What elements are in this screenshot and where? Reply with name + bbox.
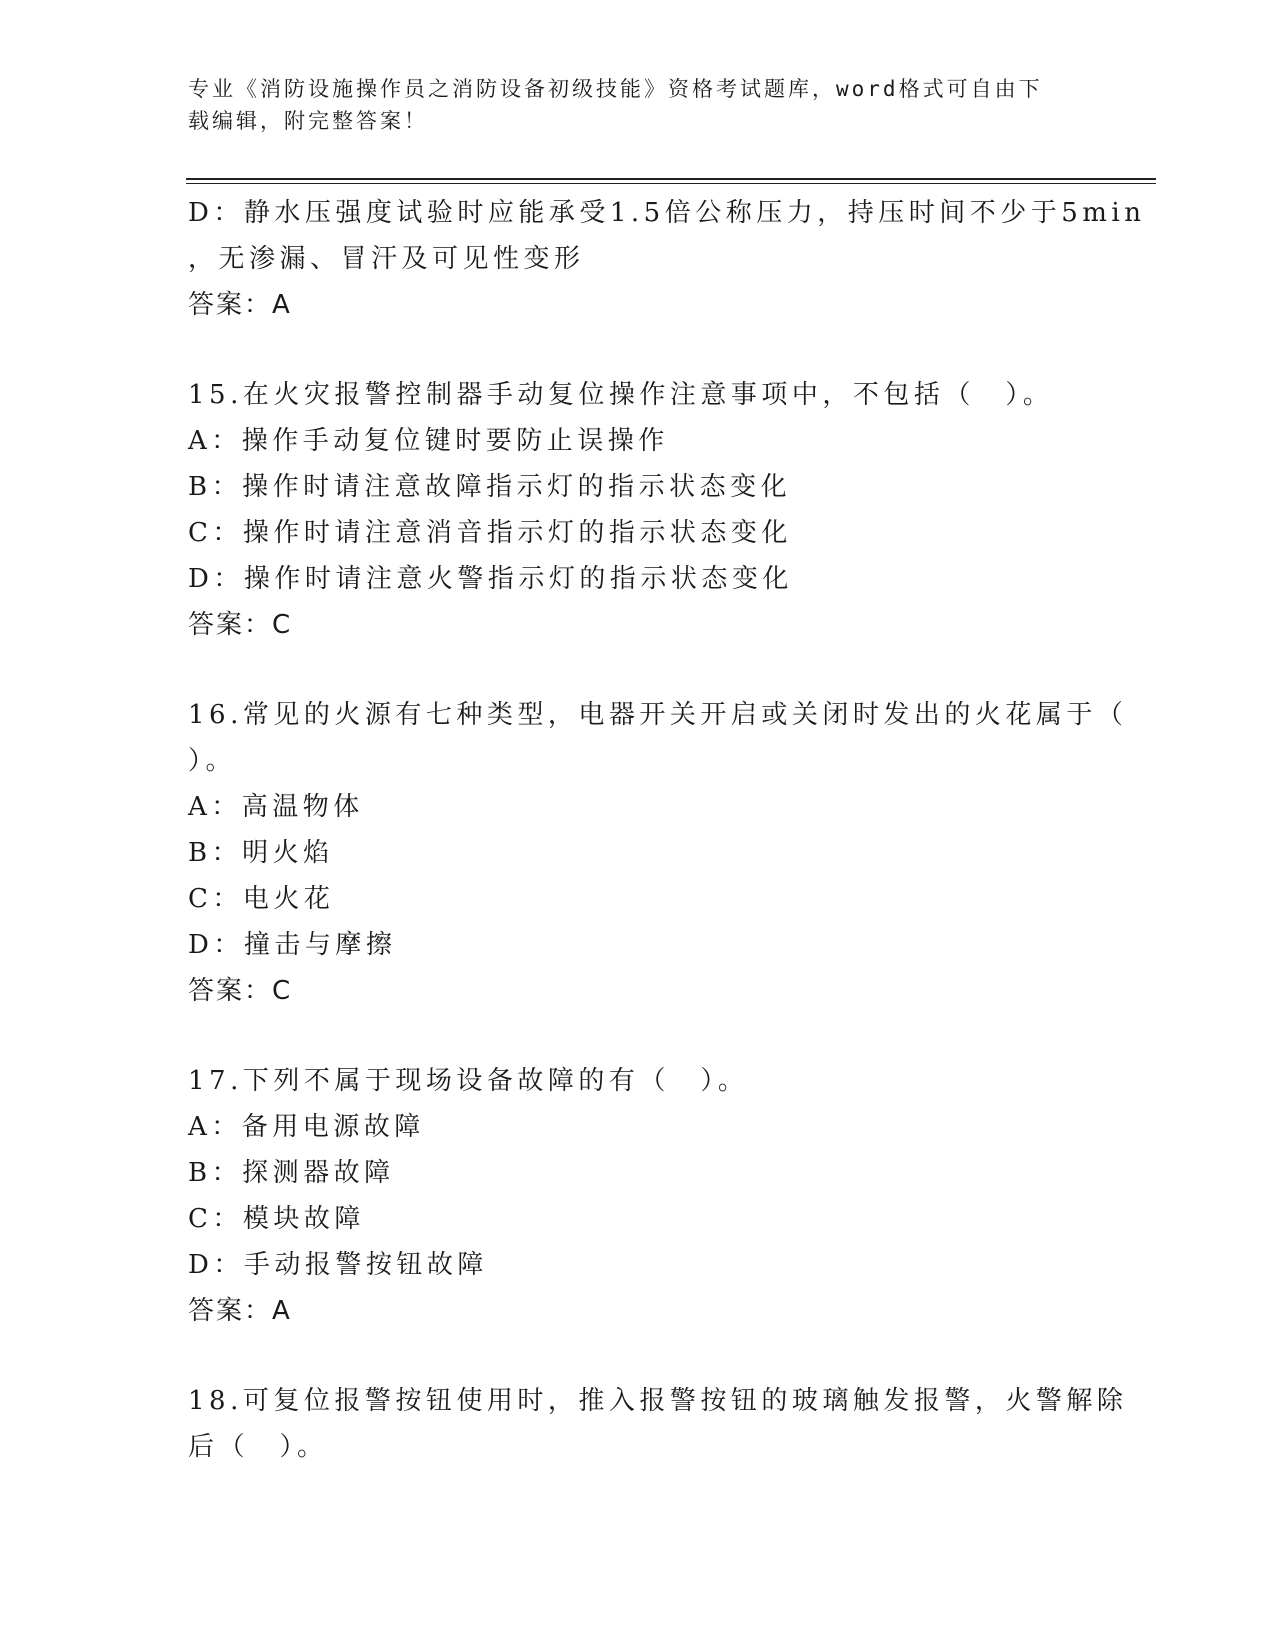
- option-d-prev-line-2: ，无渗漏、冒汗及可见性变形: [188, 244, 585, 274]
- question-stem: 16.常见的火源有七种类型，电器开关开启或关闭时发出的火花属于（: [188, 700, 1128, 730]
- option-b: B：明火焰: [188, 838, 334, 868]
- header-line-1: 专业《消防设施操作员之消防设备初级技能》资格考试题库，word格式可自由下: [188, 77, 1043, 101]
- question-stem-cont: ）。: [188, 746, 237, 776]
- option-d: D：撞击与摩擦: [188, 930, 397, 960]
- question-15: [188, 372, 1088, 648]
- option-c: C：模块故障: [188, 1204, 365, 1234]
- header-divider-thin: [186, 183, 1156, 184]
- option-a: A：高温物体: [188, 792, 364, 822]
- option-b: B：操作时请注意故障指示灯的指示状态变化: [188, 472, 792, 502]
- option-d: D：操作时请注意火警指示灯的指示状态变化: [188, 564, 793, 594]
- answer: 答案：A: [188, 1296, 292, 1326]
- option-a: A：操作手动复位键时要防止误操作: [188, 426, 669, 456]
- option-d-prev-line-1: D：静水压强度试验时应能承受1.5倍公称压力，持压时间不少于5min: [188, 198, 1146, 228]
- answer: 答案：C: [188, 610, 293, 640]
- answer: 答案：C: [188, 976, 293, 1006]
- header-line-2: 载编辑，附完整答案！: [188, 109, 428, 133]
- question-stem: 18.可复位报警按钮使用时，推入报警按钮的玻璃触发报警，火警解除: [188, 1386, 1128, 1416]
- option-a: A：备用电源故障: [188, 1112, 425, 1142]
- option-d: D：手动报警按钮故障: [188, 1250, 488, 1280]
- question-17: [188, 1058, 1088, 1334]
- option-c: C：操作时请注意消音指示灯的指示状态变化: [188, 518, 792, 548]
- question-18: [188, 1378, 1128, 1470]
- answer-prev: 答案：A: [188, 290, 292, 320]
- document-header: [188, 73, 1068, 137]
- document-body: [188, 190, 1146, 1470]
- question-stem: 17.下列不属于现场设备故障的有（ ）。: [188, 1066, 749, 1096]
- header-divider: [186, 178, 1156, 180]
- option-b: B：探测器故障: [188, 1158, 395, 1188]
- question-16: [188, 692, 1128, 1014]
- question-stem: 15.在火灾报警控制器手动复位操作注意事项中，不包括（ ）。: [188, 380, 1054, 410]
- option-c: C：电火花: [188, 884, 335, 914]
- question-stem-cont: 后（ ）。: [188, 1432, 328, 1462]
